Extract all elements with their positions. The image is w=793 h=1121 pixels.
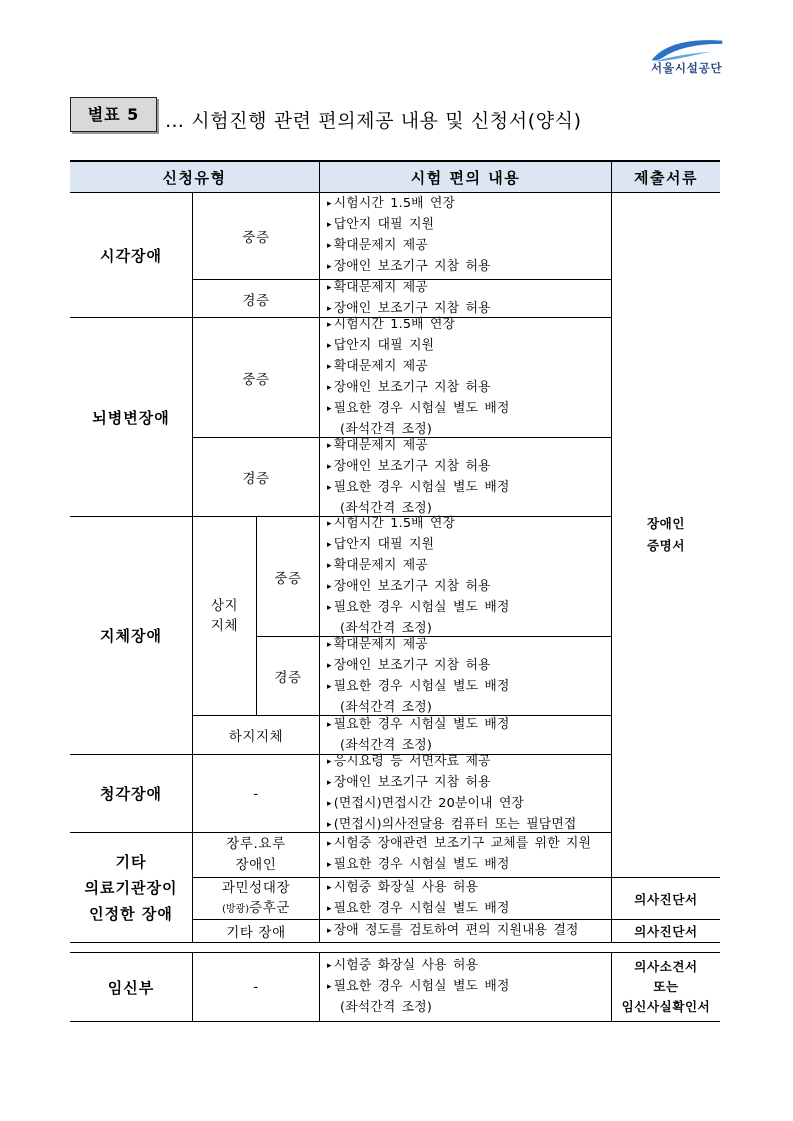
other-disability-docs: 의사진단서 xyxy=(612,920,720,943)
accommodation-item: ▸ 시험시간 1.5배 연장 xyxy=(327,194,455,215)
accommodation-item: ▸ 확대문제지 제공 xyxy=(327,635,428,656)
accommodation-note: (좌석간격 조정) xyxy=(340,500,433,516)
accommodation-item: ▸ 확대문제지 제공 xyxy=(327,236,428,257)
visual-severe-accommodations xyxy=(320,193,612,280)
upper-mild-accommodations xyxy=(320,637,612,716)
docs-line: 임신사실확인서 xyxy=(621,999,711,1014)
ostomy-label xyxy=(193,833,320,878)
accommodation-table xyxy=(70,160,720,1022)
disability-certificate-docs xyxy=(612,193,720,878)
category-physical: 지체장애 xyxy=(70,517,193,755)
ibs-label-line xyxy=(222,898,290,920)
accommodation-item: ▸ 장애인 보조기구 지참 허용 xyxy=(327,656,491,677)
upper-limb-label xyxy=(193,517,257,716)
header-application-type: 신청유형 xyxy=(70,160,320,193)
accommodation-item: ▸ 필요한 경우 시험실 별도 배정 xyxy=(327,478,510,499)
accommodation-item: ▸ 장애인 보조기구 지참 허용 xyxy=(327,378,491,399)
accommodation-item: ▸ 확대문제지 제공 xyxy=(327,278,428,299)
upper-limb-label-line: 지체 xyxy=(210,618,239,634)
pregnant-docs xyxy=(612,952,720,1022)
accommodation-item: ▸ 시험중 장애관련 보조기구 교체를 위한 지원 xyxy=(327,834,591,855)
upper-limb-label-line: 상지 xyxy=(210,598,239,614)
accommodation-item: ▸ 장애인 보조기구 지참 허용 xyxy=(327,257,491,278)
category-other-line: 인정한 장애 xyxy=(89,904,173,923)
accommodation-item: ▸ 장애인 보조기구 지참 허용 xyxy=(327,773,491,794)
accommodation-item: ▸ 장애 정도를 검토하여 편의 지원내용 결정 xyxy=(327,921,579,942)
visual-severe-label: 중증 xyxy=(193,193,320,280)
ostomy-label-line: 장루.요루 xyxy=(226,836,286,852)
pregnant-accommodations xyxy=(320,952,612,1022)
accommodation-item: ▸ 필요한 경우 시험실 별도 배정 xyxy=(327,977,510,998)
accommodation-item: ▸ 답안지 대필 지원 xyxy=(327,336,434,357)
ibs-label-line: 과민성대장 xyxy=(221,879,291,896)
accommodation-item: ▸ 시험시간 1.5배 연장 xyxy=(327,315,455,336)
accommodation-item: ▸ 장애인 보조기구 지참 허용 xyxy=(327,577,491,598)
wave-main-shape xyxy=(652,40,723,60)
accommodation-item: ▸ (면접시)면접시간 20분이내 연장 xyxy=(327,794,524,815)
accommodation-item: ▸ 장애인 보조기구 지참 허용 xyxy=(327,457,491,478)
ibs-label xyxy=(193,878,320,920)
accommodation-item: ▸ 필요한 경우 시험실 별도 배정 xyxy=(327,399,510,420)
docs-line: 의사소견서 xyxy=(634,959,698,974)
category-visual: 시각장애 xyxy=(70,193,193,318)
header-required-documents: 제출서류 xyxy=(612,160,720,193)
accommodation-item: ▸ 시험중 화장실 사용 허용 xyxy=(327,956,478,977)
accommodation-item: ▸ (면접시)의사전달용 컴퓨터 또는 필담면접 xyxy=(327,815,576,836)
hearing-accommodations xyxy=(320,755,612,833)
category-hearing: 청각장애 xyxy=(70,755,193,833)
category-pregnant: 임신부 xyxy=(70,952,193,1022)
accommodation-item: ▸ 답안지 대필 지원 xyxy=(327,535,434,556)
docs-line: 장애인 xyxy=(646,516,686,531)
accommodation-note: (좌석간격 조정) xyxy=(340,699,433,715)
ibs-accommodations xyxy=(320,878,612,920)
accommodation-item: ▸ 필요한 경우 시험실 별도 배정 xyxy=(327,598,510,619)
accommodation-item: ▸ 필요한 경우 시험실 별도 배정 xyxy=(327,899,510,920)
category-other-line: 기타 xyxy=(115,852,147,871)
header-accommodation-content: 시험 편의 내용 xyxy=(320,160,612,193)
visual-mild-accommodations xyxy=(320,280,612,318)
accommodation-item: ▸ 확대문제지 제공 xyxy=(327,357,428,378)
accommodation-item: ▸ 시험중 화장실 사용 허용 xyxy=(327,878,478,899)
ostomy-accommodations xyxy=(320,833,612,878)
upper-severe-label: 중증 xyxy=(257,517,320,637)
accommodation-note: (좌석간격 조정) xyxy=(340,422,433,437)
wave-logo-icon xyxy=(649,36,725,62)
brain-severe-label: 중증 xyxy=(193,318,320,438)
ibs-docs: 의사진단서 xyxy=(612,878,720,920)
category-brain-lesion: 뇌병변장애 xyxy=(70,318,193,517)
accommodation-item: ▸ 필요한 경우 시험실 별도 배정 xyxy=(327,855,510,876)
accommodation-item: ▸ 시험시간 1.5배 연장 xyxy=(327,514,455,535)
accommodation-item: ▸ 응시요령 등 서면자료 제공 xyxy=(327,752,491,773)
accommodation-item: ▸ 필요한 경우 시험실 별도 배정 xyxy=(327,677,510,698)
page-title: … 시험진행 관련 편의제공 내용 및 신청서(양식) xyxy=(165,110,582,132)
accommodation-item: ▸ 필요한 경우 시험실 별도 배정 xyxy=(327,715,510,736)
docs-line: 또는 xyxy=(653,979,679,994)
ostomy-label-line: 장애인 xyxy=(235,857,277,873)
brain-mild-label: 경증 xyxy=(193,438,320,517)
other-disability-accommodations xyxy=(320,920,612,943)
ibs-label-syndrome: 증후군 xyxy=(249,899,291,916)
accommodation-item: ▸ 장애인 보조기구 지참 허용 xyxy=(327,299,491,320)
upper-mild-label: 경증 xyxy=(257,637,320,716)
brain-severe-accommodations xyxy=(320,318,612,438)
seoul-facilities-logo xyxy=(645,34,729,78)
accommodation-note: (좌석간격 조정) xyxy=(340,621,433,636)
category-other xyxy=(70,833,193,943)
other-disability-label: 기타 장애 xyxy=(193,920,320,943)
accommodation-item: ▸ 답안지 대필 지원 xyxy=(327,215,434,236)
upper-severe-accommodations xyxy=(320,517,612,637)
brain-mild-accommodations xyxy=(320,438,612,517)
pregnant-subtype: - xyxy=(193,952,320,1022)
lower-limb-accommodations xyxy=(320,716,612,755)
appendix-tag: 별표 5 xyxy=(70,97,157,132)
docs-line: 증명서 xyxy=(646,538,686,553)
accommodation-note: (좌석간격 조정) xyxy=(340,1000,433,1015)
visual-mild-label: 경증 xyxy=(193,280,320,318)
accommodation-item: ▸ 확대문제지 제공 xyxy=(327,436,428,457)
hearing-subtype: - xyxy=(193,755,320,833)
category-other-line: 의료기관장이 xyxy=(84,878,178,897)
accommodation-item: ▸ 확대문제지 제공 xyxy=(327,556,428,577)
ibs-label-bladder: (방광) xyxy=(221,903,250,915)
lower-limb-label: 하지지체 xyxy=(193,716,320,755)
logo-text: 서울시설공단 xyxy=(651,61,723,75)
accommodation-note: (좌석간격 조정) xyxy=(340,737,433,753)
